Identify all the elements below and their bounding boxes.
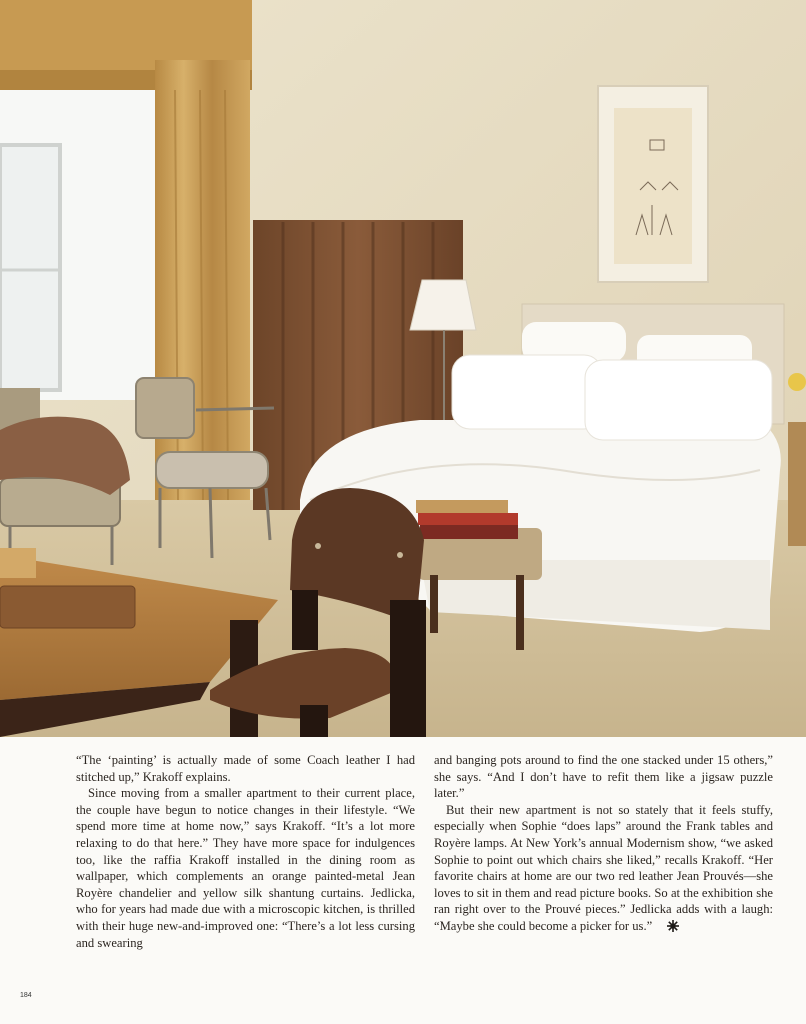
page-number: 184 (20, 992, 32, 999)
framed-artwork (598, 86, 708, 282)
flowers (788, 373, 806, 391)
article-body (76, 752, 773, 952)
paragraph: Since moving from a smaller apartment to their current place, the couple have begun to notice changes in their lifestyle. “We spend more time at home now,” says Krakoff. “It’s a lot more relaxing to do that here.” They have more space for indulgences too, like the raffia Krakoff installed in the dining room as wallpaper, which complements an orange painted-metal Jean Royère chandelier and yellow silk shantung curtains. Jedlicka, who for years had made due with a microscopic kitchen, is thrilled with their huge new-and-improved one: “There’s a lot less cursing and swearing (76, 786, 415, 950)
paragraph: “The ‘painting’ is actually made of some Coach leather I had stitched up,” Krakoff explains. (76, 753, 415, 784)
sunburst-icon (655, 920, 667, 932)
paragraph (434, 802, 773, 935)
paragraph-text: But their new apartment is not so stately that it feels stuffy, especially when Sophie “does laps” around the Frank tables and Royère lamps. At New York’s annual Modernism show, “we asked Sophie to point out which chairs she liked,” recalls Krakoff. “Her favorite chairs at home are our two red leather Jean Prouvés—she loves to sit in them and read picture books. So at the exhibition she ran right over to the Prouvé pieces.” Jedlicka adds with a laugh: “Maybe she could become a picker for us.” (434, 802, 773, 933)
article-column-left (76, 752, 415, 952)
nightstand (788, 422, 806, 546)
stack-of-books (416, 500, 518, 539)
article-column-right (434, 752, 773, 952)
paragraph: and banging pots around to find the one stacked under 15 others,” she says. “And I don’t have to refit them like a jigsaw puzzle later.” (434, 753, 773, 801)
